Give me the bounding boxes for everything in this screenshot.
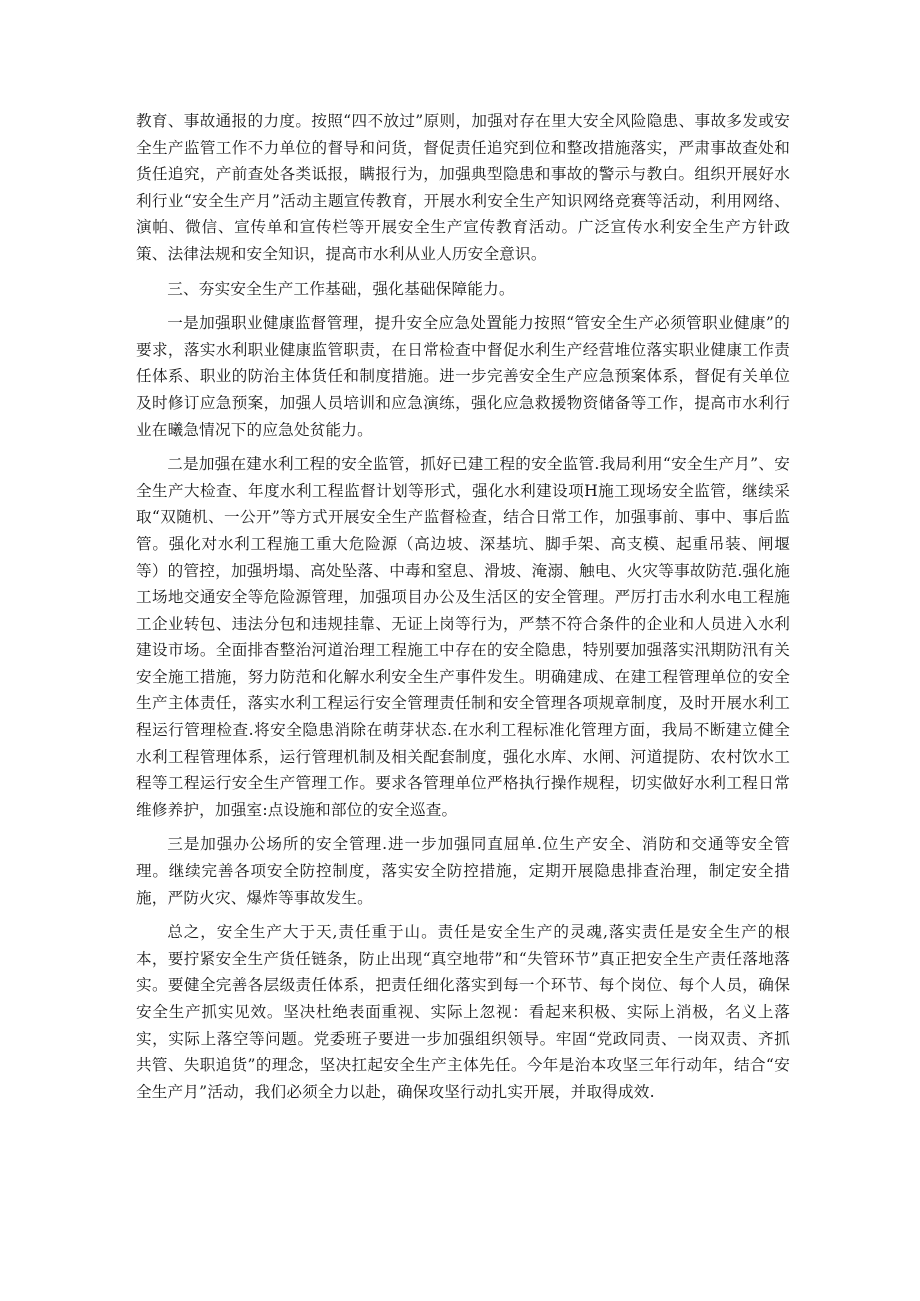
paragraph-conclusion: 总之，安全生产大于天,责任重于山。责任是安全生产的灵魂,落实责任是安全生产的根本，要拧紧安全生产货任链条，防止出现“真空地带”和“失管环节”真正把安全生产责任落地落实。要健全完善各层级责任体系，把责任细化落实到每一个环节、每个岗位、每个人员，确保安全生产抓实见效。坚决杜绝表面重视、实际上忽视：看起来积极、实际上消极，名义上落实，实际上落空等问题。党委班子要进一步加强组织领导。牢固“党政同责、一岗双责、齐抓共管、失职追货”的理念，坚决扛起安全生产主体先任。今年是治本攻坚三年行动年，结合“安全生产月”活动，我们必须全力以赴，确保攻坚行动扎实开展，并取得成效. bbox=[136, 923, 790, 1101]
document-body bbox=[136, 108, 790, 1113]
paragraph-construction-supervision: 二是加强在建水利工程的安全监管，抓好已建工程的安全监管.我局利用“安全生产月”、安全生产大检查、年度水利工程监督计划等形式，强化水利建设项H施工现场安全监管，继续采取“双随机、一公开”等方式开展安全生产监督检查，结合日常工作，加强事前、事中、事后监管。强化对水利工程施工重大危险源（高边坡、深基坑、脚手架、高支模、起重吊装、闸堰等）的管控，加强坍塌、高处坠落、中毒和窒息、滑坡、淹溺、触电、火灾等事故防范.强化施工场地交通安全等危险源管理，加强项目办公及生活区的安全管理。严厉打击水利水电工程施工企业转包、违法分包和违规挂靠、无证上岗等行为，严禁不符合条件的企业和人员进入水利建设市场。全面排杳整治河道治理工程施工中存在的安全隐患，特别要加强落实汛期防汛有关安全施工措施，努力防范和化解水利安全生产事件发生。明确建成、在建工程管理单位的安全生产主体责任，落实水利工程运行安全管理责任制和安全管理各项规章制度，及时开展水利工程运行管理检查.将安全隐患消除在萌芽状态.在水利工程标准化管理方面，我局不断建立健全水利工程管理体系，运行管理机制及相关配套制度，强化水库、水闸、河道提防、农村饮水工程等工程运行安全生产管理工作。要求各管理单位严格执行操作规程，切实做好水利工程日常维修养护，加强室:点设施和部位的安全巡查。 bbox=[136, 455, 790, 819]
section-heading: 三、夯实安全生产工作基础，强化基础保障能力。 bbox=[167, 279, 515, 298]
paragraph-office-safety: 三是加强办公场所的安全管理.进一步加强同直屈单.位生产安全、消防和交通等安全管理。继续完善各项安全防控制度，落实安全防控措施，定期开展隐患排查治理，制定安全措施，严防火灾、爆炸等事故发生。 bbox=[136, 835, 790, 907]
paragraph-continuation: 教育、事故通报的力度。按照“四不放过”原则，加强对存在里大安全风险隐患、事故多发或安全生产监管工作不力单位的督导和问货，督促责任追究到位和整改措施落实，严肃事故查处和货任追究，产前查处各类诋报，瞒报行为，加强典型隐患和事故的警示与教白。组织开展好水利行业“安全生产月”活动主题宣传教育，开展水利安全生产知识网络竞赛等活动，利用网络、演帕、微信、宣传单和宣传栏等开展安全生产宣传教育活动。广泛宣传水利安全生产方针政策、法律法规和安全知识，提高市水利从业人历安全意识。 bbox=[136, 112, 790, 263]
paragraph-occupational-health: 一是加强职业健康监督管理，提升安全应急处置能力按照“管安全生产必须管职业健康”的要求，落实水利职业健康监管职责，在日常检查中督促水利生产经营堆位落实职业健康工作责任体系、职业的防治主体货任和制度措施。进一步完善安全生产应急预案体系，督促有关单位及时修订应急预案，加强人员培训和应急演练，强化应急救援物资储备等工作，提高市水利行业在曦急情况下的应急处贫能力。 bbox=[136, 314, 790, 439]
